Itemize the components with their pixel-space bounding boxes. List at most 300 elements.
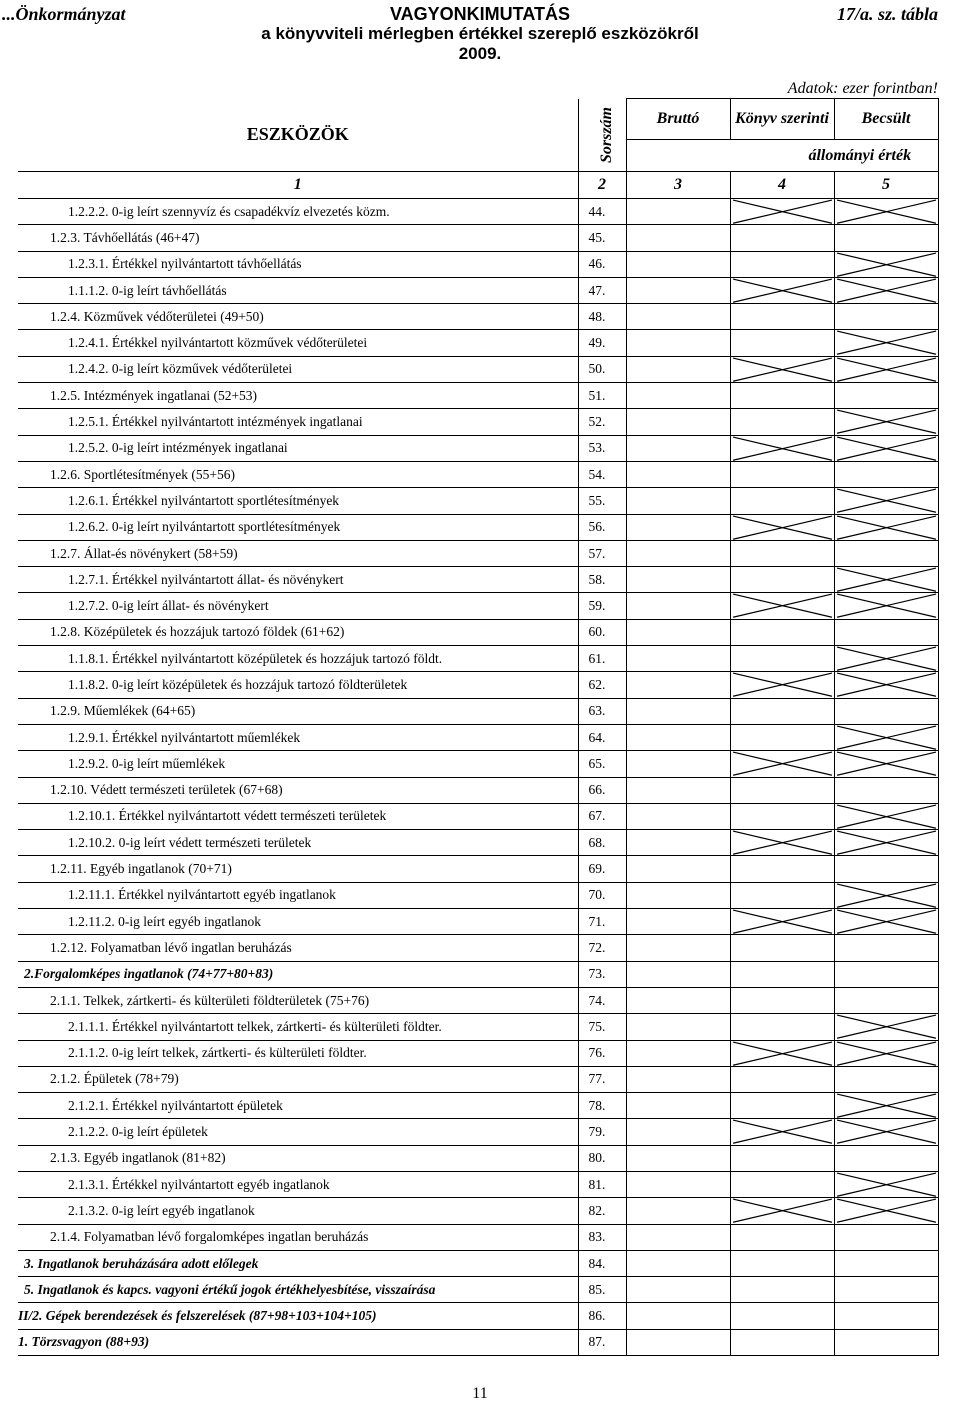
table-row	[18, 1171, 938, 1197]
row-sorszam: 53.	[578, 435, 626, 461]
konyv-cell	[730, 383, 834, 409]
konyv-cell	[730, 751, 834, 777]
row-label: 1.2.7.1. Értékkel nyilvántartott állat- és növénykert	[18, 567, 578, 593]
becsult-cell	[834, 646, 938, 672]
konyv-cell	[730, 961, 834, 987]
crossed-out-icon	[731, 357, 834, 382]
brutto-cell	[626, 383, 730, 409]
table-row	[18, 1119, 938, 1145]
table-row	[18, 751, 938, 777]
row-label: 1.2.10.1. Értékkel nyilvántartott védett természeti területek	[18, 803, 578, 829]
crossed-out-icon	[835, 1119, 938, 1144]
konyv-cell	[730, 356, 834, 382]
table-row	[18, 199, 938, 225]
becsult-cell	[834, 1224, 938, 1250]
becsult-cell	[834, 751, 938, 777]
becsult-cell	[834, 777, 938, 803]
konyv-cell	[730, 199, 834, 225]
table-row	[18, 304, 938, 330]
crossed-out-icon	[731, 1198, 834, 1223]
table-row	[18, 698, 938, 724]
row-label: 5. Ingatlanok és kapcs. vagyoni értékű jogok értékhelyesbítése, visszaírása	[18, 1277, 578, 1303]
row-sorszam: 83.	[578, 1224, 626, 1250]
row-label: 2.1.2.1. Értékkel nyilvántartott épületek	[18, 1093, 578, 1119]
row-sorszam: 44.	[578, 199, 626, 225]
page-header	[0, 4, 960, 64]
brutto-cell	[626, 987, 730, 1013]
crossed-out-icon	[835, 672, 938, 697]
row-label: 1.2.5. Intézmények ingatlanai (52+53)	[18, 383, 578, 409]
row-label: 2.1.1. Telkek, zártkerti- és külterületi földterületek (75+76)	[18, 987, 578, 1013]
konyv-cell	[730, 909, 834, 935]
row-label: 1.2.9.1. Értékkel nyilvántartott műemlékek	[18, 724, 578, 750]
crossed-out-icon	[835, 804, 938, 829]
table-row	[18, 383, 938, 409]
brutto-cell	[626, 830, 730, 856]
row-sorszam: 63.	[578, 698, 626, 724]
document-subtitle: a könyvviteli mérlegben értékkel szereplő eszközökről	[261, 24, 699, 43]
brutto-cell	[626, 672, 730, 698]
crossed-out-icon	[835, 751, 938, 776]
row-label: 1.2.10. Védett természeti területek (67+68)	[18, 777, 578, 803]
brutto-cell	[626, 856, 730, 882]
table-row	[18, 935, 938, 961]
becsult-cell	[834, 488, 938, 514]
crossed-out-icon	[731, 909, 834, 934]
brutto-cell	[626, 1250, 730, 1276]
crossed-out-icon	[731, 278, 834, 303]
crossed-out-icon	[835, 567, 938, 592]
becsult-cell	[834, 724, 938, 750]
brutto-cell	[626, 1119, 730, 1145]
row-label: 1.2.3.1. Értékkel nyilvántartott távhőellátás	[18, 251, 578, 277]
row-sorszam: 80.	[578, 1145, 626, 1171]
becsult-cell	[834, 514, 938, 540]
table-row	[18, 461, 938, 487]
brutto-cell	[626, 567, 730, 593]
brutto-cell	[626, 356, 730, 382]
becsult-cell	[834, 1040, 938, 1066]
konyv-cell	[730, 461, 834, 487]
row-label: 1.2.5.2. 0-ig leírt intézmények ingatlanai	[18, 435, 578, 461]
row-label: 1.2.4.1. Értékkel nyilvántartott közművek védőterületei	[18, 330, 578, 356]
row-label: II/2. Gépek berendezések és felszerelések (87+98+103+104+105)	[18, 1303, 578, 1329]
crossed-out-icon	[731, 199, 834, 224]
row-sorszam: 54.	[578, 461, 626, 487]
table-row	[18, 672, 938, 698]
brutto-cell	[626, 777, 730, 803]
row-sorszam: 62.	[578, 672, 626, 698]
konyv-cell	[730, 619, 834, 645]
becsult-cell	[834, 1277, 938, 1303]
row-sorszam: 68.	[578, 830, 626, 856]
row-label: 1.2.11.2. 0-ig leírt egyéb ingatlanok	[18, 909, 578, 935]
crossed-out-icon	[835, 1198, 938, 1223]
row-label: 2.1.2.2. 0-ig leírt épületek	[18, 1119, 578, 1145]
row-sorszam: 69.	[578, 856, 626, 882]
table-row	[18, 909, 938, 935]
konyv-cell	[730, 1066, 834, 1092]
row-label: 1.2.7. Állat-és növénykert (58+59)	[18, 540, 578, 566]
becsult-cell	[834, 277, 938, 303]
brutto-cell	[626, 435, 730, 461]
table-row	[18, 646, 938, 672]
konyv-cell	[730, 567, 834, 593]
row-sorszam: 70.	[578, 882, 626, 908]
allomanyi-text: állományi érték	[808, 147, 912, 164]
becsult-cell	[834, 803, 938, 829]
brutto-cell	[626, 304, 730, 330]
row-sorszam: 79.	[578, 1119, 626, 1145]
brutto-cell	[626, 251, 730, 277]
becsult-cell	[834, 383, 938, 409]
crossed-out-icon	[731, 515, 834, 540]
becsult-cell	[834, 961, 938, 987]
document-year: 2009.	[458, 44, 502, 63]
crossed-out-icon	[731, 672, 834, 697]
col-num-5: 5	[834, 172, 938, 199]
brutto-cell	[626, 277, 730, 303]
row-label: 1.2.6.1. Értékkel nyilvántartott sportlétesítmények	[18, 488, 578, 514]
row-sorszam: 46.	[578, 251, 626, 277]
row-sorszam: 71.	[578, 909, 626, 935]
table-row	[18, 225, 938, 251]
brutto-cell	[626, 488, 730, 514]
konyv-cell	[730, 1040, 834, 1066]
crossed-out-icon	[835, 830, 938, 855]
becsult-cell	[834, 435, 938, 461]
konyv-cell	[730, 987, 834, 1013]
table-row	[18, 1066, 938, 1092]
row-label: 1.1.8.1. Értékkel nyilvántartott középületek és hozzájuk tartozó földt.	[18, 646, 578, 672]
konyv-cell	[730, 1093, 834, 1119]
row-sorszam: 58.	[578, 567, 626, 593]
units-note: Adatok: ezer forintban!	[787, 80, 938, 97]
becsult-cell	[834, 935, 938, 961]
row-sorszam: 64.	[578, 724, 626, 750]
crossed-out-icon	[835, 593, 938, 618]
municipality-label: ...Önkormányzat	[2, 4, 126, 24]
value-columns-header	[626, 99, 938, 172]
becsult-cell	[834, 830, 938, 856]
row-label: 1.2.6. Sportlétesítmények (55+56)	[18, 461, 578, 487]
brutto-cell	[626, 593, 730, 619]
brutto-cell	[626, 646, 730, 672]
row-sorszam: 73.	[578, 961, 626, 987]
brutto-cell	[626, 409, 730, 435]
becsult-cell	[834, 987, 938, 1013]
table-row	[18, 488, 938, 514]
row-label: 1.2.9.2. 0-ig leírt műemlékek	[18, 751, 578, 777]
allomanyi-label	[627, 140, 938, 171]
row-sorszam: 76.	[578, 1040, 626, 1066]
table-row	[18, 1329, 938, 1355]
col-num-1: 1	[18, 172, 578, 199]
row-label: 2.1.1.1. Értékkel nyilvántartott telkek, zártkerti- és külterületi földter.	[18, 1014, 578, 1040]
brutto-cell	[626, 882, 730, 908]
konyv-cell	[730, 803, 834, 829]
brutto-cell	[626, 751, 730, 777]
table-row	[18, 882, 938, 908]
row-sorszam: 56.	[578, 514, 626, 540]
crossed-out-icon	[731, 1041, 834, 1066]
becsult-cell	[834, 251, 938, 277]
crossed-out-icon	[835, 199, 938, 224]
row-sorszam: 59.	[578, 593, 626, 619]
konyv-cell	[730, 1198, 834, 1224]
becsult-cell	[834, 909, 938, 935]
table-row	[18, 330, 938, 356]
konyv-cell	[730, 304, 834, 330]
brutto-cell	[626, 1224, 730, 1250]
konyv-cell	[730, 646, 834, 672]
becsult-cell	[834, 619, 938, 645]
crossed-out-icon	[835, 409, 938, 434]
row-sorszam: 87.	[578, 1329, 626, 1355]
konyv-cell	[730, 830, 834, 856]
brutto-cell	[626, 1093, 730, 1119]
konyv-cell	[730, 1303, 834, 1329]
crossed-out-icon	[835, 909, 938, 934]
row-sorszam: 78.	[578, 1093, 626, 1119]
row-label: 1.2.4.2. 0-ig leírt közművek védőterületei	[18, 356, 578, 382]
crossed-out-icon	[731, 751, 834, 776]
table-row	[18, 356, 938, 382]
konyv-cell	[730, 882, 834, 908]
row-sorszam: 82.	[578, 1198, 626, 1224]
becsult-cell	[834, 882, 938, 908]
konyv-cell	[730, 1224, 834, 1250]
row-label: 2.1.1.2. 0-ig leírt telkek, zártkerti- és külterületi földter.	[18, 1040, 578, 1066]
becsult-cell	[834, 1250, 938, 1276]
brutto-cell	[626, 1198, 730, 1224]
row-sorszam: 61.	[578, 646, 626, 672]
konyv-cell	[730, 672, 834, 698]
becsult-cell	[834, 199, 938, 225]
konyv-cell	[730, 330, 834, 356]
brutto-cell	[626, 698, 730, 724]
crossed-out-icon	[835, 515, 938, 540]
konyv-cell	[730, 435, 834, 461]
table-row	[18, 987, 938, 1013]
table-row	[18, 1093, 938, 1119]
brutto-cell	[626, 1171, 730, 1197]
col-konyv: Könyv szerinti	[730, 99, 834, 139]
row-sorszam: 85.	[578, 1277, 626, 1303]
col-brutto: Bruttó	[656, 110, 700, 127]
row-sorszam: 66.	[578, 777, 626, 803]
row-label: 2.1.3.1. Értékkel nyilvántartott egyéb ingatlanok	[18, 1171, 578, 1197]
table-row	[18, 1303, 938, 1329]
table-row	[18, 1040, 938, 1066]
brutto-cell	[626, 619, 730, 645]
becsult-cell	[834, 1171, 938, 1197]
brutto-cell	[626, 1303, 730, 1329]
row-sorszam: 72.	[578, 935, 626, 961]
row-sorszam: 67.	[578, 803, 626, 829]
crossed-out-icon	[835, 1041, 938, 1066]
table-row	[18, 961, 938, 987]
row-sorszam: 77.	[578, 1066, 626, 1092]
konyv-cell	[730, 225, 834, 251]
table-row	[18, 724, 938, 750]
row-label: 2.1.3.2. 0-ig leírt egyéb ingatlanok	[18, 1198, 578, 1224]
konyv-cell	[730, 251, 834, 277]
table-row	[18, 1277, 938, 1303]
crossed-out-icon	[835, 252, 938, 277]
konyv-cell	[730, 1014, 834, 1040]
col-eszkozok: ESZKÖZÖK	[18, 99, 578, 172]
page-number: 11	[472, 1385, 488, 1402]
brutto-cell	[626, 1145, 730, 1171]
becsult-cell	[834, 356, 938, 382]
row-sorszam: 55.	[578, 488, 626, 514]
row-sorszam: 52.	[578, 409, 626, 435]
table-row	[18, 540, 938, 566]
table-row	[18, 251, 938, 277]
row-label: 2.1.4. Folyamatban lévő forgalomképes ingatlan beruházás	[18, 1224, 578, 1250]
table-row	[18, 1250, 938, 1276]
row-sorszam: 57.	[578, 540, 626, 566]
becsult-cell	[834, 304, 938, 330]
konyv-cell	[730, 777, 834, 803]
row-sorszam: 51.	[578, 383, 626, 409]
row-sorszam: 60.	[578, 619, 626, 645]
table-row	[18, 435, 938, 461]
crossed-out-icon	[835, 883, 938, 908]
becsult-cell	[834, 1014, 938, 1040]
row-label: 1.2.12. Folyamatban lévő ingatlan beruházás	[18, 935, 578, 961]
row-sorszam: 48.	[578, 304, 626, 330]
konyv-cell	[730, 856, 834, 882]
brutto-cell	[626, 461, 730, 487]
row-label: 1.2.2.2. 0-ig leírt szennyvíz és csapadékvíz elvezetés közm.	[18, 199, 578, 225]
brutto-cell	[626, 1040, 730, 1066]
crossed-out-icon	[835, 646, 938, 671]
crossed-out-icon	[835, 488, 938, 513]
table-body	[18, 199, 938, 1356]
table-row	[18, 567, 938, 593]
row-sorszam: 45.	[578, 225, 626, 251]
row-sorszam: 47.	[578, 277, 626, 303]
crossed-out-icon	[731, 1119, 834, 1144]
brutto-cell	[626, 1066, 730, 1092]
row-label: 1.2.11. Egyéb ingatlanok (70+71)	[18, 856, 578, 882]
table-row	[18, 803, 938, 829]
becsult-cell	[834, 1303, 938, 1329]
row-label: 2.1.2. Épületek (78+79)	[18, 1066, 578, 1092]
col-becsult: Becsült	[834, 99, 938, 139]
brutto-cell	[626, 514, 730, 540]
konyv-cell	[730, 1119, 834, 1145]
table-row	[18, 593, 938, 619]
brutto-cell	[626, 1014, 730, 1040]
table-row	[18, 1014, 938, 1040]
brutto-cell	[626, 724, 730, 750]
row-label: 1.2.4. Közművek védőterületei (49+50)	[18, 304, 578, 330]
crossed-out-icon	[835, 436, 938, 461]
row-label: 1.2.8. Középületek és hozzájuk tartozó földek (61+62)	[18, 619, 578, 645]
becsult-cell	[834, 1066, 938, 1092]
row-label: 1.2.5.1. Értékkel nyilvántartott intézmények ingatlanai	[18, 409, 578, 435]
becsult-cell	[834, 1145, 938, 1171]
becsult-cell	[834, 1329, 938, 1355]
row-sorszam: 86.	[578, 1303, 626, 1329]
row-sorszam: 75.	[578, 1014, 626, 1040]
brutto-cell	[626, 1329, 730, 1355]
becsult-cell	[834, 698, 938, 724]
crossed-out-icon	[835, 1172, 938, 1197]
konyv-cell	[730, 724, 834, 750]
crossed-out-icon	[731, 593, 834, 618]
becsult-cell	[834, 461, 938, 487]
becsult-cell	[834, 1119, 938, 1145]
konyv-cell	[730, 935, 834, 961]
brutto-cell	[626, 935, 730, 961]
col-num-4: 4	[730, 172, 834, 199]
becsult-cell	[834, 330, 938, 356]
row-label: 1.2.10.2. 0-ig leírt védett természeti területek	[18, 830, 578, 856]
becsult-cell	[834, 1093, 938, 1119]
table-row	[18, 1198, 938, 1224]
row-label: 1.2.9. Műemlékek (64+65)	[18, 698, 578, 724]
row-label: 1.2.11.1. Értékkel nyilvántartott egyéb ingatlanok	[18, 882, 578, 908]
konyv-cell	[730, 1250, 834, 1276]
table-row	[18, 514, 938, 540]
crossed-out-icon	[835, 1014, 938, 1039]
row-label: 2.Forgalomképes ingatlanok (74+77+80+83)	[18, 961, 578, 987]
row-sorszam: 65.	[578, 751, 626, 777]
col-num-2: 2	[578, 172, 626, 199]
brutto-cell	[626, 540, 730, 566]
becsult-cell	[834, 672, 938, 698]
crossed-out-icon	[835, 1093, 938, 1118]
brutto-cell	[626, 225, 730, 251]
row-label: 1.1.1.2. 0-ig leírt távhőellátás	[18, 277, 578, 303]
row-label: 2.1.3. Egyéb ingatlanok (81+82)	[18, 1145, 578, 1171]
table-row	[18, 830, 938, 856]
table-row	[18, 856, 938, 882]
table-row	[18, 619, 938, 645]
document-title: VAGYONKIMUTATÁS	[390, 4, 570, 24]
column-number-row	[18, 172, 938, 199]
konyv-cell	[730, 488, 834, 514]
becsult-cell	[834, 856, 938, 882]
becsult-cell	[834, 409, 938, 435]
brutto-cell	[626, 803, 730, 829]
crossed-out-icon	[835, 278, 938, 303]
table-number: 17/a. sz. tábla	[836, 4, 938, 24]
col-sorszam	[578, 99, 626, 172]
crossed-out-icon	[835, 330, 938, 355]
row-label: 3. Ingatlanok beruházására adott előlegek	[18, 1250, 578, 1276]
konyv-cell	[730, 409, 834, 435]
becsult-cell	[834, 567, 938, 593]
becsult-cell	[834, 1198, 938, 1224]
table-row	[18, 277, 938, 303]
row-label: 1.2.7.2. 0-ig leírt állat- és növénykert	[18, 593, 578, 619]
becsult-cell	[834, 540, 938, 566]
brutto-cell	[626, 330, 730, 356]
row-sorszam: 50.	[578, 356, 626, 382]
sorszam-label: Sorszám	[597, 106, 615, 163]
row-label: 1. Törzsvagyon (88+93)	[18, 1329, 578, 1355]
row-label: 1.2.6.2. 0-ig leírt nyilvántartott sportlétesítmények	[18, 514, 578, 540]
crossed-out-icon	[835, 357, 938, 382]
table-row	[18, 409, 938, 435]
table-row	[18, 1145, 938, 1171]
konyv-cell	[730, 1277, 834, 1303]
